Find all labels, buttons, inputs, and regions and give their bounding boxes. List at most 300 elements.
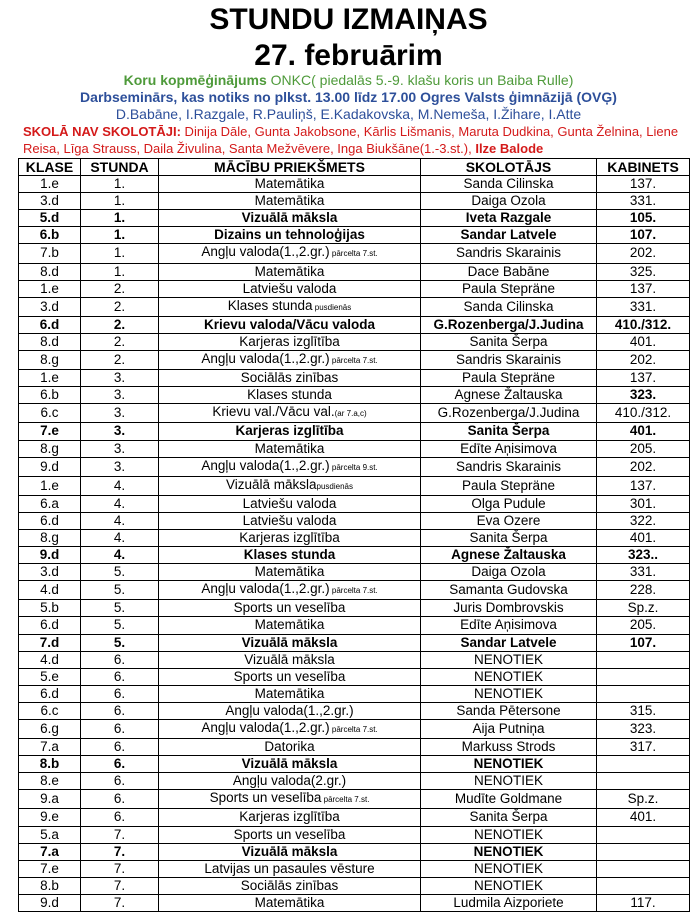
subject-note: pārcelta 9.st.	[329, 462, 378, 472]
cell-stunda: 1.	[81, 227, 159, 244]
cell-subject	[159, 280, 421, 297]
subject-text: Angļu valoda(1.,2.gr.)	[201, 244, 330, 260]
cell-room	[597, 826, 690, 843]
seminar-names: D.Babāne, I.Razgale, R.Pauliņš, E.Kadakovska, M.Nemeša, I.Žihare, I.Atte	[115, 106, 582, 122]
subject-text: Vizuālā māksla	[241, 210, 338, 226]
cell-room: 315.	[597, 702, 690, 719]
cell-teacher: NENOTIEK	[421, 685, 597, 702]
subject-note: pārcelta 7.st.	[329, 249, 378, 259]
cell-stunda: 2.	[81, 333, 159, 350]
choir-notice-bold: Koru kopmēģinājums	[123, 72, 267, 88]
cell-stunda: 3.	[81, 387, 159, 404]
cell-klase: 5.b	[19, 600, 81, 617]
cell-subject	[159, 860, 421, 877]
cell-stunda: 4.	[81, 547, 159, 564]
cell-room: 401.	[597, 423, 690, 440]
cell-klase: 8.b	[19, 756, 81, 773]
cell-room: 202.	[597, 244, 690, 263]
cell-room	[597, 860, 690, 877]
cell-stunda: 4.	[81, 512, 159, 529]
cell-teacher: NENOTIEK	[421, 651, 597, 668]
cell-subject	[159, 843, 421, 860]
cell-room: 410./312.	[597, 404, 690, 423]
cell-room: 107.	[597, 634, 690, 651]
cell-klase: 9.d	[19, 894, 81, 911]
cell-room: 137.	[597, 476, 690, 495]
cell-subject	[159, 617, 421, 634]
cell-teacher: Edīte Aņisimova	[421, 617, 597, 634]
cell-stunda: 6.	[81, 756, 159, 773]
cell-room: 410./312.	[597, 316, 690, 333]
absent-label: SKOLĀ NAV SKOLOTĀJI:	[23, 124, 181, 139]
table-row	[19, 773, 690, 790]
table-row	[19, 387, 690, 404]
subject-text: Karjeras izglītība	[239, 529, 340, 545]
subject-note: pusdienās	[312, 302, 352, 312]
cell-room: 202.	[597, 457, 690, 476]
cell-klase: 7.e	[19, 860, 81, 877]
cell-teacher: Sandris Skarainis	[421, 457, 597, 476]
table-row	[19, 457, 690, 476]
cell-klase: 7.e	[19, 423, 81, 440]
table-row	[19, 227, 690, 244]
cell-teacher: NENOTIEK	[421, 756, 597, 773]
cell-subject	[159, 685, 421, 702]
cell-subject	[159, 600, 421, 617]
cell-stunda: 6.	[81, 720, 159, 739]
table-row	[19, 617, 690, 634]
table-row	[19, 600, 690, 617]
subject-note: pārcelta 7.st.	[329, 725, 378, 734]
table-row	[19, 423, 690, 440]
page-title: STUNDU IZMAIŅAS	[209, 3, 488, 36]
cell-room	[597, 773, 690, 790]
subject-text: Datorika	[264, 739, 315, 755]
choir-notice	[0, 72, 697, 89]
subject-text: Angļu valoda(2.gr.)	[232, 773, 347, 789]
cell-klase: 6.b	[19, 387, 81, 404]
cell-room: 205.	[597, 440, 690, 457]
cell-teacher: G.Rozenberga/J.Judina	[421, 404, 597, 423]
cell-teacher: Sanda Cilinska	[421, 297, 597, 316]
table-row	[19, 790, 690, 809]
cell-subject	[159, 773, 421, 790]
table-row	[19, 547, 690, 564]
cell-teacher: Aija Putniņa	[421, 720, 597, 739]
cell-room	[597, 668, 690, 685]
cell-teacher: Sanita Šerpa	[421, 809, 597, 826]
cell-room: 137.	[597, 176, 690, 193]
page-date: 27. februārim	[254, 39, 443, 72]
cell-teacher: G.Rozenberga/J.Judina	[421, 316, 597, 333]
cell-klase: 1.e	[19, 176, 81, 193]
subject-text: Sports un veselība	[233, 668, 346, 684]
cell-room: 331.	[597, 193, 690, 210]
cell-klase: 5.d	[19, 210, 81, 227]
cell-stunda: 6.	[81, 809, 159, 826]
table-row	[19, 351, 690, 370]
subject-text: Sociālās zinības	[240, 370, 339, 386]
subject-text: Klases stunda	[247, 387, 332, 403]
cell-klase: 8.d	[19, 333, 81, 350]
absent-names: Dinija Dāle, Gunta Jakobsone, Kārlis Lišmanis, Maruta Dudkina, Gunta Želnina, Liene Reisa, Līga Strauss, Daila Živulina, Santa Mežvēvere, Inga Biukšāne(1.-3.st.),	[23, 124, 679, 156]
table-row	[19, 756, 690, 773]
cell-subject	[159, 756, 421, 773]
cell-stunda: 6.	[81, 668, 159, 685]
cell-klase: 6.d	[19, 512, 81, 529]
cell-teacher: Dace Babāne	[421, 263, 597, 280]
cell-stunda: 6.	[81, 790, 159, 809]
cell-teacher: NENOTIEK	[421, 843, 597, 860]
cell-subject	[159, 316, 421, 333]
cell-stunda: 3.	[81, 370, 159, 387]
cell-subject	[159, 210, 421, 227]
column-header-klase: KLASE	[19, 159, 81, 176]
cell-teacher: Sandris Skarainis	[421, 244, 597, 263]
cell-room: 401.	[597, 529, 690, 546]
subject-text: Dizains un tehnoloģijas	[214, 227, 365, 243]
cell-stunda: 3.	[81, 423, 159, 440]
cell-teacher: Daiga Ozola	[421, 193, 597, 210]
subject-text: Sports un veselība	[209, 790, 322, 806]
cell-subject	[159, 512, 421, 529]
cell-subject	[159, 877, 421, 894]
cell-stunda: 1.	[81, 210, 159, 227]
cell-klase: 7.a	[19, 843, 81, 860]
cell-room: 107.	[597, 227, 690, 244]
cell-klase: 7.d	[19, 634, 81, 651]
cell-subject	[159, 790, 421, 809]
cell-room: 323..	[597, 547, 690, 564]
cell-subject	[159, 529, 421, 546]
subject-text: Sports un veselība	[233, 826, 346, 842]
cell-teacher: Juris Dombrovskis	[421, 600, 597, 617]
cell-stunda: 5.	[81, 634, 159, 651]
cell-stunda: 2.	[81, 316, 159, 333]
cell-teacher: Sanita Šerpa	[421, 333, 597, 350]
table-row	[19, 280, 690, 297]
cell-klase: 9.a	[19, 790, 81, 809]
subject-text: Matemātika	[254, 193, 325, 209]
cell-klase: 6.a	[19, 495, 81, 512]
cell-room: 105.	[597, 210, 690, 227]
cell-klase: 9.d	[19, 547, 81, 564]
table-row	[19, 739, 690, 756]
cell-teacher: NENOTIEK	[421, 668, 597, 685]
cell-teacher: Eva Ozere	[421, 512, 597, 529]
cell-teacher: Edīte Aņisimova	[421, 440, 597, 457]
cell-klase: 5.a	[19, 826, 81, 843]
cell-klase: 9.d	[19, 457, 81, 476]
cell-stunda: 7.	[81, 894, 159, 911]
cell-subject	[159, 564, 421, 581]
column-header-stunda: STUNDA	[81, 159, 159, 176]
cell-subject	[159, 720, 421, 739]
cell-subject	[159, 809, 421, 826]
cell-teacher: Agnese Žaltauska	[421, 547, 597, 564]
table-row	[19, 720, 690, 739]
cell-klase: 3.d	[19, 297, 81, 316]
cell-klase: 1.e	[19, 476, 81, 495]
cell-room	[597, 651, 690, 668]
cell-subject	[159, 547, 421, 564]
subject-text: Latvijas un pasaules vēsture	[204, 860, 375, 876]
cell-teacher: Sanda Cilinska	[421, 176, 597, 193]
cell-klase: 6.d	[19, 685, 81, 702]
cell-room: 301.	[597, 495, 690, 512]
cell-room: 322.	[597, 512, 690, 529]
subject-text: Vizuālā māksla	[241, 634, 338, 650]
cell-klase: 1.e	[19, 280, 81, 297]
cell-room: 331.	[597, 297, 690, 316]
changes-table	[18, 158, 690, 912]
cell-subject	[159, 297, 421, 316]
subject-text: Klases stunda	[227, 297, 313, 313]
cell-stunda: 4.	[81, 476, 159, 495]
cell-room: 317.	[597, 739, 690, 756]
cell-stunda: 1.	[81, 193, 159, 210]
subject-text: Latviešu valoda	[242, 280, 337, 296]
cell-klase: 9.e	[19, 809, 81, 826]
absent-teachers	[0, 123, 697, 157]
cell-teacher: Mudīte Goldmane	[421, 790, 597, 809]
subject-text: Vizuālā māksla	[241, 756, 338, 772]
subject-text: Karjeras izglītība	[239, 809, 340, 825]
cell-teacher: Sanita Šerpa	[421, 529, 597, 546]
table-row	[19, 193, 690, 210]
cell-stunda: 2.	[81, 351, 159, 370]
cell-stunda: 5.	[81, 617, 159, 634]
cell-subject	[159, 440, 421, 457]
table-row	[19, 316, 690, 333]
cell-subject	[159, 227, 421, 244]
cell-subject	[159, 495, 421, 512]
table-row	[19, 404, 690, 423]
cell-teacher: Samanta Gudovska	[421, 581, 597, 600]
page-header	[0, 0, 697, 157]
cell-klase: 3.d	[19, 564, 81, 581]
table-row	[19, 495, 690, 512]
cell-teacher: Olga Pudule	[421, 495, 597, 512]
cell-teacher: NENOTIEK	[421, 860, 597, 877]
cell-klase: 6.b	[19, 227, 81, 244]
table-row	[19, 860, 690, 877]
table-row	[19, 581, 690, 600]
cell-klase: 6.g	[19, 720, 81, 739]
cell-subject	[159, 668, 421, 685]
cell-klase: 4.d	[19, 651, 81, 668]
cell-stunda: 5.	[81, 600, 159, 617]
cell-subject	[159, 702, 421, 719]
table-row	[19, 244, 690, 263]
cell-subject	[159, 634, 421, 651]
cell-room: Sp.z.	[597, 790, 690, 809]
subject-text: Vizuālā māksla	[241, 843, 338, 859]
cell-subject	[159, 739, 421, 756]
table-row	[19, 370, 690, 387]
table-row	[19, 685, 690, 702]
cell-klase: 8.d	[19, 263, 81, 280]
cell-room: 323.	[597, 387, 690, 404]
subject-text: Karjeras izglītība	[235, 423, 344, 439]
cell-teacher: Ludmila Aizporiete	[421, 894, 597, 911]
cell-klase: 6.d	[19, 316, 81, 333]
table-row	[19, 877, 690, 894]
subject-text: Matemātika	[254, 440, 325, 456]
subject-text: Matemātika	[254, 685, 325, 701]
table-row	[19, 843, 690, 860]
cell-stunda: 1.	[81, 263, 159, 280]
subject-text: Matemātika	[254, 617, 325, 633]
subject-text: Sports un veselība	[233, 600, 346, 616]
cell-room: 325.	[597, 263, 690, 280]
table-row	[19, 826, 690, 843]
cell-subject	[159, 457, 421, 476]
cell-subject	[159, 176, 421, 193]
table-row	[19, 564, 690, 581]
subject-text: Latviešu valoda	[242, 512, 337, 528]
table-row	[19, 263, 690, 280]
cell-teacher: Sandar Latvele	[421, 634, 597, 651]
cell-room: 323.	[597, 720, 690, 739]
subject-note: pārcelta 7.st.	[329, 586, 378, 596]
cell-teacher: NENOTIEK	[421, 826, 597, 843]
cell-klase: 8.b	[19, 877, 81, 894]
table-row	[19, 809, 690, 826]
subject-text: Krievu val./Vācu val.	[212, 404, 335, 420]
column-header-subject: MĀCĪBU PRIEKŠMETS	[159, 159, 421, 176]
table-row	[19, 894, 690, 911]
cell-room	[597, 756, 690, 773]
cell-room: Sp.z.	[597, 600, 690, 617]
cell-stunda: 3.	[81, 440, 159, 457]
cell-klase: 3.d	[19, 193, 81, 210]
subject-text: Matemātika	[254, 263, 325, 279]
subject-text: Angļu valoda(1.,2.gr.)	[201, 720, 330, 735]
cell-subject	[159, 244, 421, 263]
cell-teacher: Paula Stepräne	[421, 370, 597, 387]
cell-stunda: 3.	[81, 404, 159, 423]
cell-subject	[159, 404, 421, 423]
cell-room: 117.	[597, 894, 690, 911]
column-header-teacher: SKOLOTĀJS	[421, 159, 597, 176]
table-row	[19, 176, 690, 193]
cell-teacher: Agnese Žaltauska	[421, 387, 597, 404]
subject-text: Karjeras izglītība	[239, 333, 340, 349]
subject-text: Angļu valoda(1.,2.gr.)	[201, 581, 330, 597]
subject-text: Matemātika	[254, 176, 325, 192]
table-row	[19, 476, 690, 495]
cell-klase: 7.b	[19, 244, 81, 263]
table-row	[19, 440, 690, 457]
subject-text: Vizuālā māksla	[225, 476, 317, 492]
subject-text: Krievu valoda/Vācu valoda	[203, 316, 376, 332]
cell-stunda: 5.	[81, 564, 159, 581]
table-row	[19, 634, 690, 651]
cell-stunda: 5.	[81, 581, 159, 600]
cell-stunda: 4.	[81, 529, 159, 546]
cell-stunda: 7.	[81, 843, 159, 860]
cell-subject	[159, 351, 421, 370]
cell-teacher: Daiga Ozola	[421, 564, 597, 581]
cell-klase: 8.g	[19, 351, 81, 370]
cell-klase: 8.g	[19, 440, 81, 457]
cell-stunda: 6.	[81, 773, 159, 790]
cell-teacher: Sandris Skarainis	[421, 351, 597, 370]
cell-klase: 8.e	[19, 773, 81, 790]
table-header-row	[19, 159, 690, 176]
table-body	[19, 176, 690, 912]
table-row	[19, 529, 690, 546]
cell-teacher: Sandar Latvele	[421, 227, 597, 244]
cell-klase: 4.d	[19, 581, 81, 600]
subject-text: Sociālās zinības	[240, 877, 339, 893]
table-row	[19, 668, 690, 685]
cell-room	[597, 685, 690, 702]
table-row	[19, 210, 690, 227]
cell-klase: 6.c	[19, 702, 81, 719]
table-row	[19, 651, 690, 668]
cell-stunda: 2.	[81, 280, 159, 297]
cell-room	[597, 843, 690, 860]
subject-note: pusdienās	[316, 481, 354, 491]
table-row	[19, 702, 690, 719]
cell-room: 331.	[597, 564, 690, 581]
cell-subject	[159, 193, 421, 210]
cell-stunda: 4.	[81, 495, 159, 512]
cell-subject	[159, 651, 421, 668]
subject-note: pārcelta 7.st.	[329, 356, 378, 366]
cell-klase: 5.e	[19, 668, 81, 685]
cell-stunda: 6.	[81, 651, 159, 668]
cell-room: 228.	[597, 581, 690, 600]
cell-room: 205.	[597, 617, 690, 634]
cell-klase: 1.e	[19, 370, 81, 387]
subject-note: (ar 7.a,c)	[334, 409, 367, 419]
cell-stunda: 7.	[81, 877, 159, 894]
choir-notice-rest: ONKC( piedalās 5.-9. klašu koris un Baiba Rulle)	[266, 72, 574, 88]
cell-stunda: 2.	[81, 297, 159, 316]
table-row	[19, 333, 690, 350]
cell-klase: 7.a	[19, 739, 81, 756]
cell-teacher: Sanita Šerpa	[421, 423, 597, 440]
subject-text: Klases stunda	[243, 547, 336, 563]
cell-room: 202.	[597, 351, 690, 370]
cell-klase: 6.d	[19, 617, 81, 634]
cell-subject	[159, 333, 421, 350]
cell-subject	[159, 894, 421, 911]
cell-teacher: Iveta Razgale	[421, 210, 597, 227]
subject-text: Matemātika	[254, 564, 325, 580]
cell-stunda: 7.	[81, 826, 159, 843]
cell-subject	[159, 826, 421, 843]
seminar-notice: Darbseminārs, kas notiks no plkst. 13.00 līdz 17.00 Ogres Valsts ģimnāzijā (OVĢ)	[80, 89, 617, 105]
cell-stunda: 6.	[81, 702, 159, 719]
subject-text: Angļu valoda(1.,2.gr.)	[201, 457, 330, 473]
subject-text: Vizuālā māksla	[244, 651, 335, 667]
cell-stunda: 6.	[81, 685, 159, 702]
subject-text: Latviešu valoda	[242, 495, 337, 511]
cell-subject	[159, 476, 421, 495]
cell-room	[597, 877, 690, 894]
table-row	[19, 297, 690, 316]
absent-last: Ilze Balode	[475, 141, 544, 156]
cell-stunda: 7.	[81, 860, 159, 877]
cell-klase: 8.g	[19, 529, 81, 546]
cell-subject	[159, 387, 421, 404]
cell-teacher: NENOTIEK	[421, 877, 597, 894]
cell-subject	[159, 581, 421, 600]
